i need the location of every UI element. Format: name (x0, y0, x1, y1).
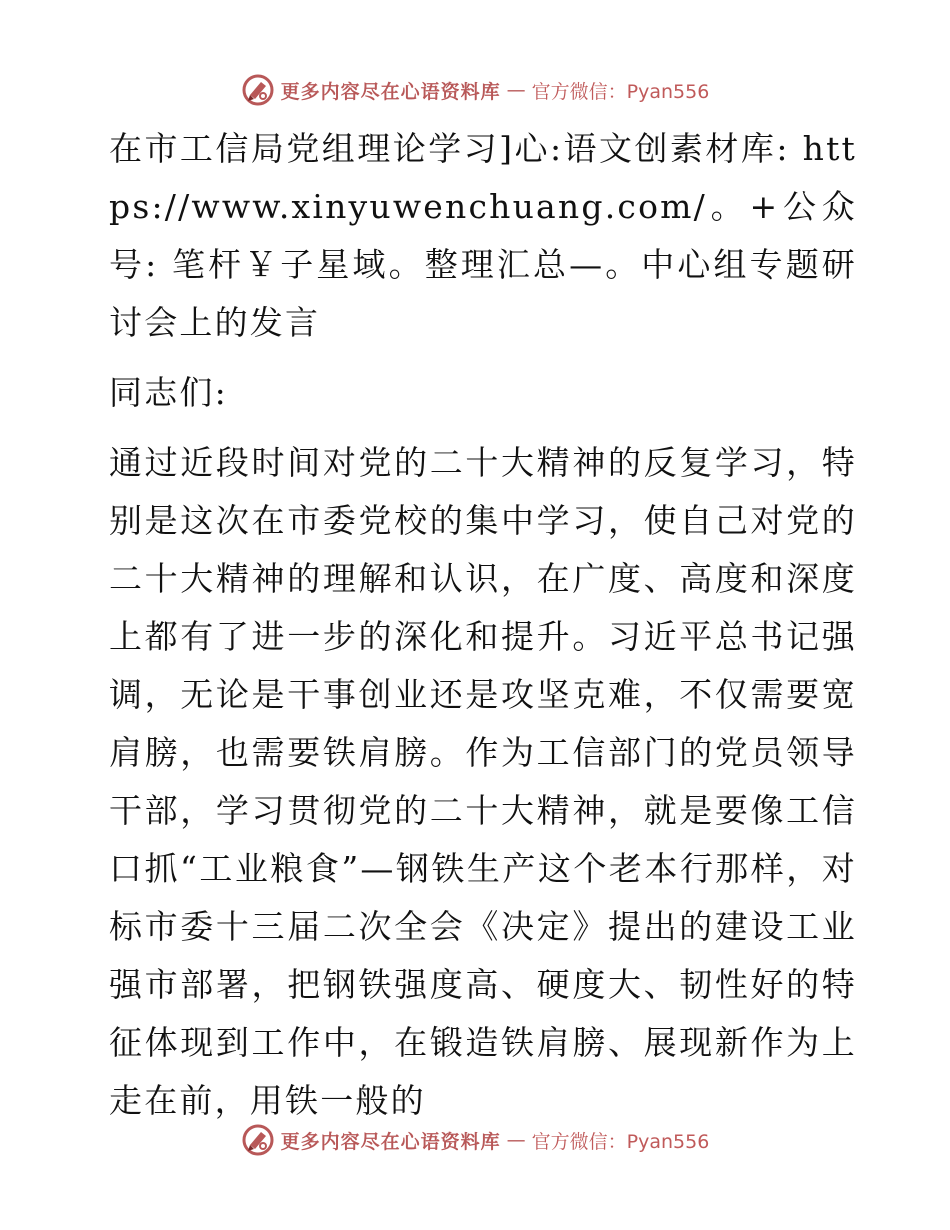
document-body (97, 120, 857, 1130)
header-banner (0, 70, 950, 110)
book-pen-logo-icon (241, 73, 275, 107)
banner-separator: — (506, 1129, 526, 1151)
banner-brand: 更多内容尽在心语资料库 (280, 80, 501, 103)
body-paragraph: 通过近段时间对党的二十大精神的反复学习，特别是这次在市委党校的集中学习，使自己对党的二十大精神的理解和认识，在广度、高度和深度上都有了进一步的深化和提升。习近平总书记强调，无论是干事创业还是攻坚克难，不仅需要宽肩膀，也需要铁肩膀。作为工信部门的党员领导干部，学习贯彻党的二十大精神，就是要像工信口抓“工业粮食”—钢铁生产这个老本行那样，对标市委十三届二次全会《决定》提出的建设工业强市部署，把钢铁强度高、硬度大、韧性好的特征体现到工作中，在锻造铁肩膀、展现新作为上走在前，用铁一般的 (109, 443, 857, 1120)
footer-banner (0, 1120, 950, 1160)
banner-separator: — (506, 79, 526, 101)
greeting: 同志们: (109, 373, 228, 412)
banner-contact: 官方微信：Pyan556 (531, 80, 710, 103)
book-pen-logo-icon (241, 1123, 275, 1157)
banner-contact: 官方微信：Pyan556 (531, 1130, 710, 1153)
document-title: 在市工信局党组理论学习]心:语文创素材库: https://www.xinyuwenchuang.com/。+公众号: 笔杆￥子星域。整理汇总—。中心组专题研讨会上的发言 (109, 129, 857, 342)
banner-brand: 更多内容尽在心语资料库 (280, 1130, 501, 1153)
